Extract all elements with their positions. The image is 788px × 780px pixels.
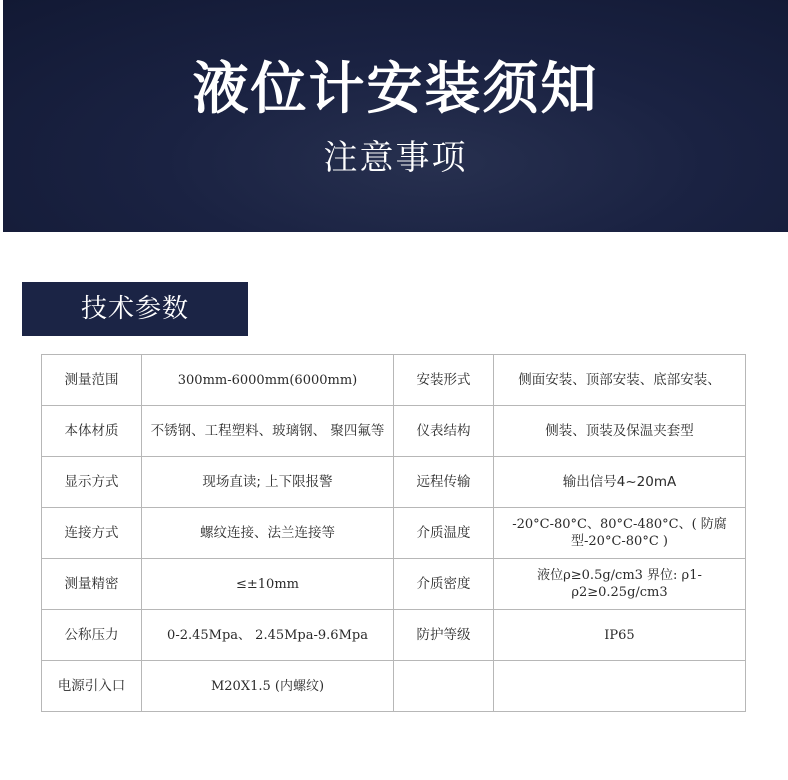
spec-value: M20X1.5 (内螺纹) [142,661,394,712]
spec-value: 输出信号4~20mA [494,457,746,508]
spec-label: 电源引入口 [42,661,142,712]
spec-value: 不锈钢、工程塑料、玻璃钢、 聚四氟等 [142,406,394,457]
section-header-tech-params: 技术参数 [22,282,248,336]
spec-value: -20°C-80°C、80°C-480°C、( 防腐型-20°C-80°C ) [494,508,746,559]
spec-label: 本体材质 [42,406,142,457]
spec-value: ≤±10mm [142,559,394,610]
table-row [42,355,746,406]
spec-value: 螺纹连接、法兰连接等 [142,508,394,559]
table-row [42,559,746,610]
banner [3,0,788,232]
spec-label: 显示方式 [42,457,142,508]
spec-label: 远程传输 [394,457,494,508]
spec-value: IP65 [494,610,746,661]
spec-label: 安装形式 [394,355,494,406]
spec-label: 介质密度 [394,559,494,610]
table-row [42,610,746,661]
spec-label: 连接方式 [42,508,142,559]
table-row [42,508,746,559]
spec-value: 侧装、顶装及保温夹套型 [494,406,746,457]
spec-label: 介质温度 [394,508,494,559]
table-row [42,457,746,508]
banner-title: 液位计安装须知 [192,57,599,122]
spec-value-empty [494,661,746,712]
table-row [42,661,746,712]
spec-value: 侧面安装、顶部安装、底部安装、 [494,355,746,406]
spec-label: 防护等级 [394,610,494,661]
spec-label: 仪表结构 [394,406,494,457]
spec-value: 0-2.45Mpa、 2.45Mpa-9.6Mpa [142,610,394,661]
spec-label: 测量精密 [42,559,142,610]
spec-value: 液位ρ≥0.5g/cm3 界位: ρ1-ρ2≥0.25g/cm3 [494,559,746,610]
spec-label-empty [394,661,494,712]
spec-value: 300mm-6000mm(6000mm) [142,355,394,406]
banner-subtitle: 注意事项 [323,138,468,178]
table-row [42,406,746,457]
spec-label: 公称压力 [42,610,142,661]
spec-label: 测量范围 [42,355,142,406]
spec-value: 现场直读; 上下限报警 [142,457,394,508]
spec-table [41,354,746,712]
